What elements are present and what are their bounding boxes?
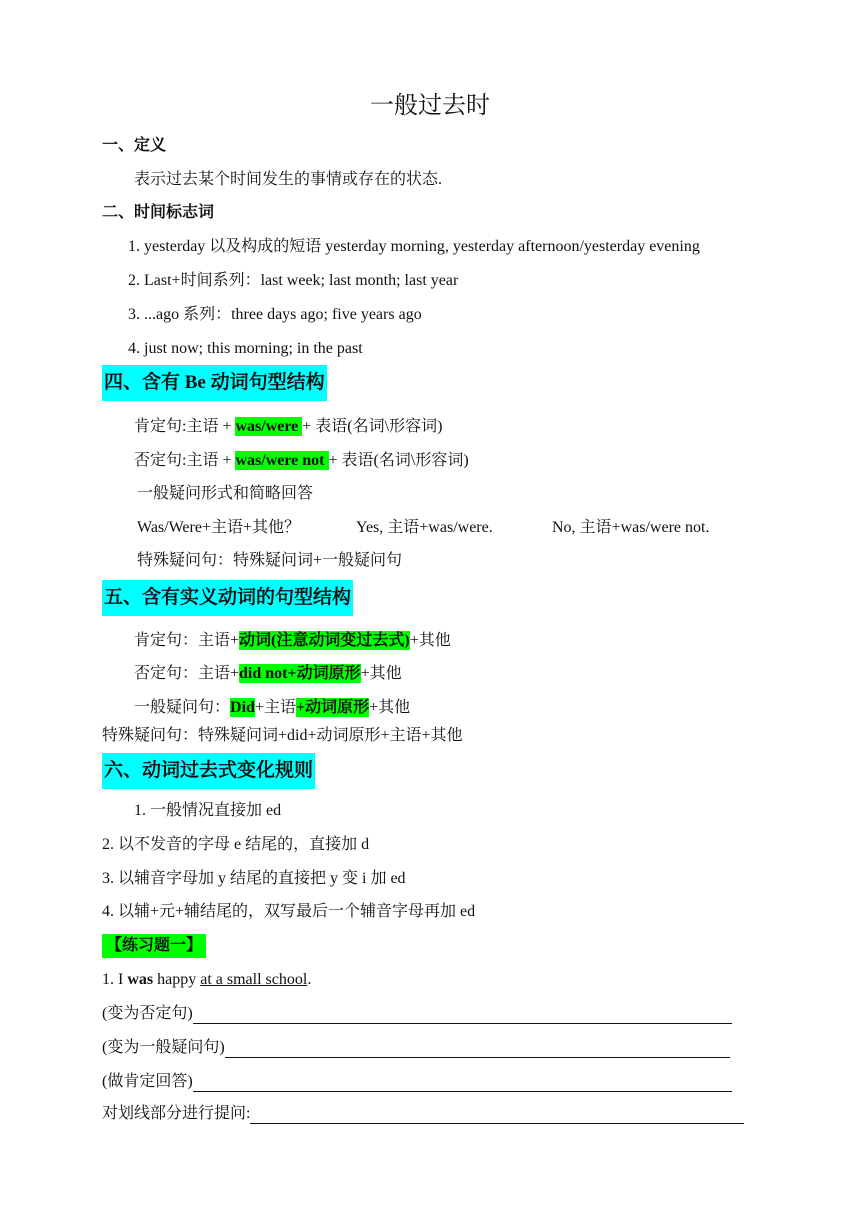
- verb-affirmative-prefix: 肯定句：主语+: [134, 632, 240, 649]
- be-short-answer-yes: Yes, 主语+was/were.: [356, 519, 493, 536]
- verb-special-question: 特殊疑问句：特殊疑问词+did+动词原形+主语+其他: [102, 727, 463, 744]
- be-special-question: 特殊疑问句：特殊疑问词+一般疑问句: [137, 552, 403, 569]
- verb-question-did: Did: [230, 699, 255, 716]
- answer-line-negative: [102, 1004, 732, 1024]
- answer-line-wh-question: [102, 1104, 744, 1124]
- rule-item: 2. 以不发音的字母 e 结尾的，直接加 d: [102, 836, 370, 853]
- answer-line-affirmative-reply: [102, 1072, 732, 1092]
- section-time-markers-heading: 二、时间标志词: [102, 204, 215, 221]
- section-definition-heading: 一、定义: [102, 137, 167, 154]
- verb-question-subject: +主语: [254, 699, 296, 716]
- page-title: 一般过去时: [370, 93, 490, 119]
- answer-prompt-question: (变为一般疑问句): [102, 1039, 225, 1056]
- time-marker-item: 4. just now; this morning; in the past: [128, 340, 363, 357]
- be-affirmative-suffix: + 表语(名词\形容词): [302, 418, 443, 435]
- q1-middle: happy: [153, 971, 201, 988]
- verb-question-suffix: +其他: [369, 699, 411, 716]
- definition-text: 表示过去某个时间发生的事情或存在的状态.: [134, 171, 443, 188]
- be-question-title: 一般疑问形式和简略回答: [137, 485, 314, 502]
- time-marker-item: 2. Last+时间系列：last week; last month; last year: [128, 272, 459, 289]
- answer-prompt-wh-question: 对划线部分进行提问:: [102, 1105, 251, 1122]
- verb-negative-suffix: +其他: [360, 665, 402, 682]
- verb-question-line: [134, 698, 410, 718]
- be-affirmative-line: [134, 417, 442, 437]
- verb-negative-prefix: 否定句：主语+: [134, 665, 240, 682]
- verb-negative-highlight: did not+动词原形: [239, 665, 361, 682]
- q1-bold-word: was: [127, 971, 154, 988]
- verb-negative-line: [134, 664, 402, 684]
- be-question-form: Was/Were+主语+其他？: [137, 519, 300, 536]
- section-past-tense-rules-heading: 六、动词过去式变化规则: [102, 753, 315, 789]
- be-short-answer-no: No, 主语+was/were not.: [552, 519, 710, 536]
- section-action-verb-heading: 五、含有实义动词的句型结构: [102, 580, 353, 616]
- be-negative-suffix: + 表语(名词\形容词): [328, 452, 469, 469]
- q1-end: .: [307, 971, 312, 988]
- answer-blank-negative[interactable]: [193, 1007, 732, 1024]
- rule-item: 1. 一般情况直接加 ed: [134, 802, 282, 819]
- answer-blank-question[interactable]: [225, 1041, 730, 1058]
- be-negative-line: [134, 451, 469, 471]
- answer-blank-wh-question[interactable]: [250, 1107, 744, 1124]
- exercise-label: 【练习题一】: [102, 934, 206, 958]
- exercise-question-1: [102, 970, 311, 990]
- be-affirmative-highlight: was/were: [235, 418, 303, 435]
- be-negative-highlight: was/were not: [235, 452, 329, 469]
- q1-underlined-phrase: at a small school: [200, 971, 308, 988]
- section-be-verb-heading: 四、含有 Be 动词句型结构: [102, 365, 327, 401]
- time-marker-item: 1. yesterday 以及构成的短语 yesterday morning, yesterday afternoon/yesterday evening: [128, 238, 700, 255]
- answer-prompt-negative: (变为否定句): [102, 1005, 193, 1022]
- verb-affirmative-suffix: +其他: [409, 632, 451, 649]
- q1-prefix: 1. I: [102, 971, 128, 988]
- answer-blank-affirmative-reply[interactable]: [193, 1075, 732, 1092]
- verb-affirmative-highlight: 动词(注意动词变过去式): [239, 632, 410, 649]
- verb-question-prefix: 一般疑问句：: [134, 699, 231, 716]
- answer-line-question: [102, 1038, 730, 1058]
- verb-affirmative-line: [134, 631, 451, 651]
- rule-item: 3. 以辅音字母加 y 结尾的直接把 y 变 i 加 ed: [102, 870, 406, 887]
- answer-prompt-affirmative-reply: (做肯定回答): [102, 1073, 193, 1090]
- rule-item: 4. 以辅+元+辅结尾的，双写最后一个辅音字母再加 ed: [102, 903, 476, 920]
- be-affirmative-prefix: 肯定句:主语 +: [134, 418, 236, 435]
- be-negative-prefix: 否定句:主语 +: [134, 452, 236, 469]
- verb-question-base-verb: +动词原形: [295, 699, 370, 716]
- time-marker-item: 3. ...ago 系列：three days ago; five years ago: [128, 306, 422, 323]
